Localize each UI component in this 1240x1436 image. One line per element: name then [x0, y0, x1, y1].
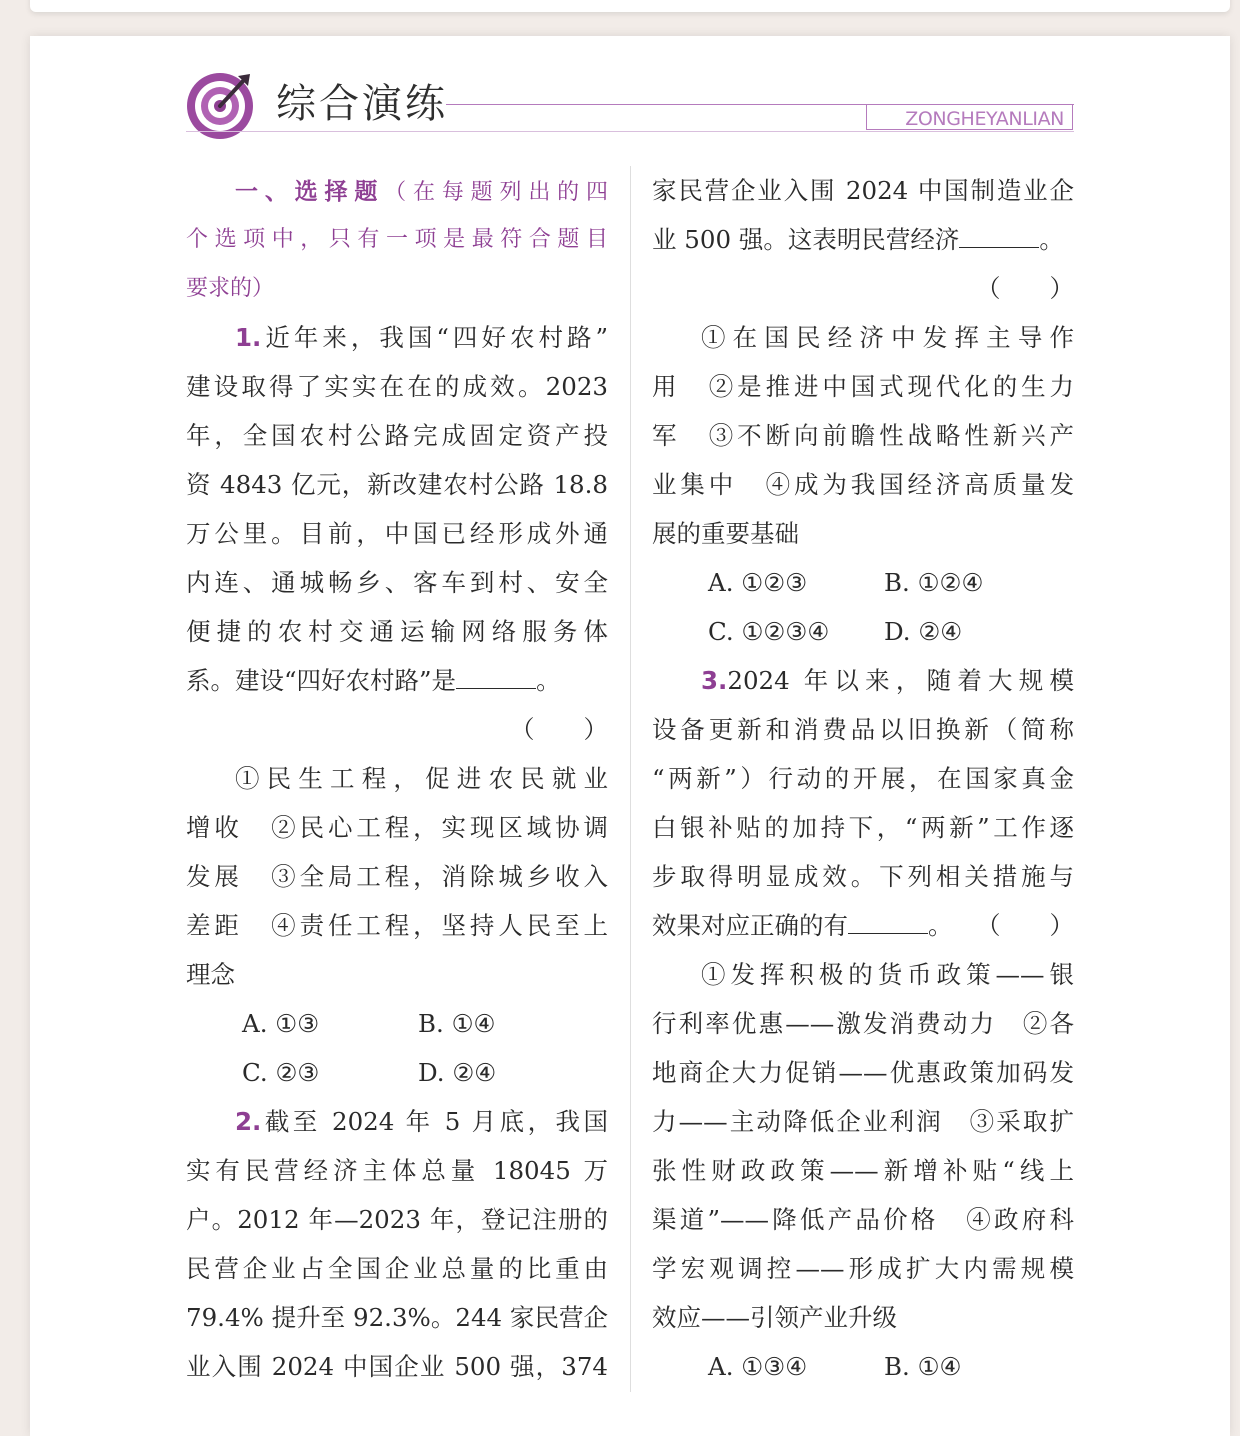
question-3-stem: [652, 656, 1074, 705]
option-a[interactable]: A. ①③: [242, 1009, 320, 1038]
statement-line: 发展 ③全局工程，消除城乡收入: [186, 862, 608, 891]
statement-line: 用 ②是推进中国式现代化的生力: [652, 372, 1074, 401]
option-d[interactable]: D. ②④: [884, 617, 963, 646]
stem-end: 。: [1039, 225, 1064, 254]
stem-line: 户。2012 年—2023 年，登记注册的: [186, 1205, 608, 1234]
options-row: [652, 607, 1074, 656]
statement-line: 业集中 ④成为我国经济高质量发: [652, 470, 1074, 499]
statement-line: 理念: [186, 960, 235, 989]
question-number: 3.: [701, 666, 728, 695]
header-title: 综合演练: [276, 81, 448, 127]
stem-line: 步取得明显成效。下列相关措施与: [652, 862, 1074, 891]
question-2-stem: [186, 1097, 608, 1146]
option-d[interactable]: D. ②④: [418, 1058, 497, 1087]
stem-line: 业入围 2024 中国企业 500 强，374: [186, 1352, 608, 1381]
statement-line: 地商企大力促销——优惠政策加码发: [652, 1058, 1074, 1087]
stem-line: 家民营企业入围 2024 中国制造业企: [652, 176, 1074, 205]
options-row: [652, 1342, 1074, 1391]
stem-line: 79.4% 提升至 92.3%。244 家民营企: [186, 1303, 608, 1332]
statement-line: 效应——引领产业升级: [652, 1303, 897, 1332]
option-c[interactable]: C. ①②③④: [708, 617, 830, 646]
answer-blank[interactable]: [456, 656, 536, 689]
answer-paren[interactable]: （ ）: [976, 274, 1074, 303]
option-a[interactable]: A. ①②③: [708, 568, 808, 597]
right-column: [652, 166, 1074, 1391]
statement-line: 差距 ④责任工程，坚持人民至上: [186, 911, 608, 940]
target-arrow-icon: [186, 70, 256, 140]
stem-end: 。: [928, 911, 953, 940]
left-column: [186, 166, 608, 1391]
question-number: 2.: [235, 1107, 262, 1136]
stem-line: 建设取得了实实在在的成效。2023: [186, 372, 608, 401]
options-row: [186, 1048, 608, 1097]
answer-blank[interactable]: [848, 901, 928, 934]
question-1-stem: [186, 313, 608, 362]
option-b[interactable]: B. ①②④: [884, 568, 984, 597]
statement-line: ①在国民经济中发挥主导作: [701, 323, 1074, 352]
stem-text: 截至 2024 年 5 月底，我国: [261, 1107, 608, 1136]
header-pinyin: ZONGHEYANLIAN: [905, 108, 1064, 130]
stem-text: 效果对应正确的有: [652, 911, 848, 940]
stem-line: 实有民营经济主体总量 18045 万: [186, 1156, 608, 1185]
stem-line: 便捷的农村交通运输网络服务体: [186, 617, 608, 646]
previous-page-edge: [30, 0, 1230, 12]
stem-line: 民营企业占全国企业总量的比重由: [186, 1254, 608, 1283]
section-title: 一、选择题: [235, 179, 385, 205]
answer-blank[interactable]: [959, 215, 1039, 248]
statement-line: 军 ③不断向前瞻性战略性新兴产: [652, 421, 1074, 450]
stem-end: 。: [536, 666, 561, 695]
column-divider: [630, 166, 631, 1392]
question-number: 1.: [235, 323, 262, 352]
statement-line: 渠道”——降低产品价格 ④政府科: [652, 1205, 1074, 1234]
option-b[interactable]: B. ①④: [884, 1352, 962, 1381]
stem-text: 系。建设“四好农村路”是: [186, 666, 457, 695]
statement-line: 学宏观调控——形成扩大内需规模: [652, 1254, 1074, 1283]
stem-line: 设备更新和消费品以旧换新（简称: [652, 715, 1074, 744]
stem-line: “两新”）行动的开展，在国家真金: [652, 764, 1074, 793]
statement-line: 增收 ②民心工程，实现区域协调: [186, 813, 608, 842]
statement-line: ①发挥积极的货币政策——银: [701, 960, 1074, 989]
section-note: （在每题列出的四: [384, 180, 608, 205]
section-heading: [186, 166, 608, 215]
option-c[interactable]: C. ②③: [242, 1058, 320, 1087]
stem-text: 2024 年以来，随着大规模: [727, 666, 1074, 695]
options-row: [652, 558, 1074, 607]
option-b[interactable]: B. ①④: [418, 1009, 496, 1038]
header-underline: [186, 131, 1074, 132]
statement-line: 展的重要基础: [652, 519, 799, 548]
section-note-line: 个选项中，只有一项是最符合题目: [186, 227, 608, 252]
stem-line: 年，全国农村公路完成固定资产投: [186, 421, 608, 450]
stem-line-with-blank: [652, 901, 1074, 950]
section-note-line: 要求的）: [186, 276, 275, 301]
statement-line: ①民生工程，促进农民就业: [235, 764, 608, 793]
answer-paren[interactable]: （ ）: [976, 911, 1074, 940]
stem-line: 万公里。目前，中国已经形成外通: [186, 519, 608, 548]
stem-line: 资 4843 亿元，新改建农村公路 18.8: [186, 470, 608, 499]
statement-line: 张性财政政策——新增补贴“线上: [652, 1156, 1074, 1185]
stem-text: 业 500 强。这表明民营经济: [652, 225, 960, 254]
stem-line: 内连、通城畅乡、客车到村、安全: [186, 568, 608, 597]
stem-line-with-blank: [186, 656, 608, 705]
option-a[interactable]: A. ①③④: [708, 1352, 808, 1381]
answer-paren[interactable]: （ ）: [510, 715, 608, 744]
stem-text: 近年来，我国“四好农村路”: [261, 323, 608, 352]
statement-line: 力——主动降低企业利润 ③采取扩: [652, 1107, 1074, 1136]
stem-line-with-blank: [652, 215, 1074, 264]
statement-line: 行利率优惠——激发消费动力 ②各: [652, 1009, 1074, 1038]
stem-line: 白银补贴的加持下，“两新”工作逐: [652, 813, 1074, 842]
options-row: [186, 999, 608, 1048]
